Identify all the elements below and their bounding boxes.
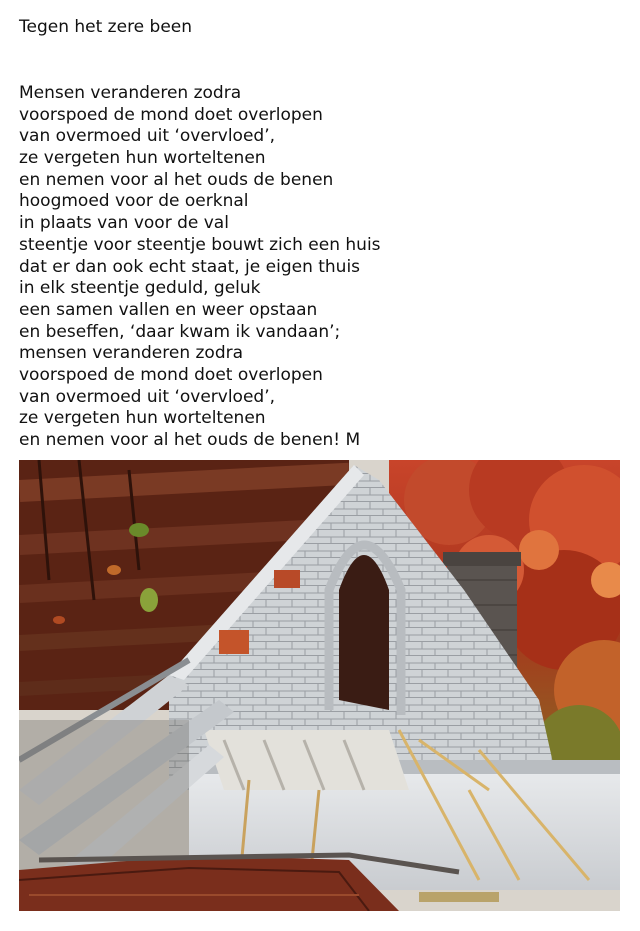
poem-line: in plaats van voor de val <box>19 213 229 234</box>
poem-line: van overmoed uit ‘overvloed’, <box>19 126 276 147</box>
poem-line: mensen veranderen zodra <box>19 343 244 364</box>
poem-line: en nemen voor al het ouds de benen! M <box>19 430 361 450</box>
poem-line: dat er dan ook echt staat, je eigen thuis <box>19 256 361 277</box>
poem-line: en nemen voor al het ouds de benen <box>19 169 334 190</box>
poem-line: steentje voor steentje bouwt zich een huis <box>19 234 381 255</box>
poem-line: voorspoed de mond doet overlopen <box>19 104 323 125</box>
poem-line: voorspoed de mond doet overlopen <box>19 364 323 385</box>
poem-line: en beseffen, ‘daar kwam ik vandaan’; <box>19 321 341 342</box>
poem-text <box>19 83 381 452</box>
poem-line: een samen vallen en weer opstaan <box>19 299 318 320</box>
poem-line: Mensen veranderen zodra <box>19 83 242 103</box>
poem-line: van overmoed uit ‘overvloed’, <box>19 386 276 407</box>
poem-line: hoogmoed voor de oerknal <box>19 191 249 212</box>
poem-line: in elk steentje geduld, geluk <box>19 278 261 299</box>
demolished-house-photo <box>19 460 620 911</box>
poem-line: ze vergeten hun worteltenen <box>19 408 266 429</box>
poem-line: ze vergeten hun worteltenen <box>19 148 266 169</box>
poem-title: Tegen het zere been <box>19 17 193 37</box>
